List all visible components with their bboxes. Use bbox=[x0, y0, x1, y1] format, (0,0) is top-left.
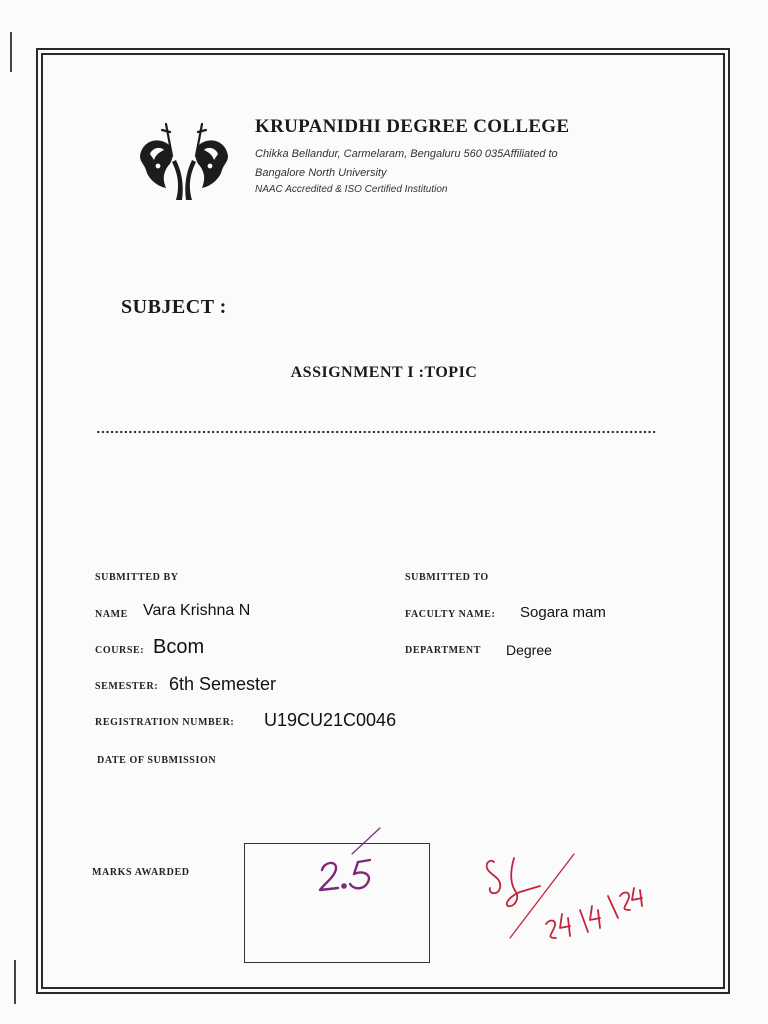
college-address-line1: Chikka Bellandur, Carmelaram, Bengaluru 560 035Affiliated to bbox=[255, 148, 558, 160]
department-label: DEPARTMENT bbox=[405, 645, 482, 656]
department-value: Degree bbox=[506, 642, 552, 658]
scan-edge-mark-top bbox=[10, 32, 12, 72]
faculty-name-label: FACULTY NAME: bbox=[405, 609, 496, 620]
faculty-name-value: Sogara mam bbox=[520, 604, 606, 621]
college-address-line2: Bangalore North University bbox=[255, 167, 387, 179]
college-crest-icon bbox=[132, 116, 236, 204]
name-value: Vara Krishna N bbox=[143, 602, 251, 619]
semester-value: 6th Semester bbox=[169, 674, 277, 694]
registration-label: REGISTRATION NUMBER: bbox=[95, 717, 235, 728]
topic-dotted-line bbox=[96, 430, 656, 434]
course-label: COURSE: bbox=[95, 645, 145, 656]
registration-value: U19CU21C0046 bbox=[264, 710, 397, 730]
course-value: Bcom bbox=[153, 636, 205, 658]
submitted-by-heading: SUBMITTED BY bbox=[95, 572, 179, 583]
date-of-submission-label: DATE OF SUBMISSION bbox=[97, 755, 217, 766]
name-label: NAME bbox=[95, 609, 128, 620]
faculty-signature bbox=[480, 848, 650, 948]
submitted-to-heading: SUBMITTED TO bbox=[405, 572, 489, 583]
assignment-title: ASSIGNMENT I :TOPIC bbox=[290, 364, 478, 381]
college-accreditation: NAAC Accredited & ISO Certified Institution bbox=[255, 184, 448, 195]
scan-edge-mark-bottom bbox=[14, 960, 16, 1004]
college-name: KRUPANIDHI DEGREE COLLEGE bbox=[255, 116, 570, 137]
handwritten-marks bbox=[300, 826, 390, 906]
marks-awarded-label: MARKS AWARDED bbox=[92, 867, 190, 878]
subject-label: SUBJECT : bbox=[121, 296, 227, 318]
semester-label: SEMESTER: bbox=[95, 681, 159, 692]
